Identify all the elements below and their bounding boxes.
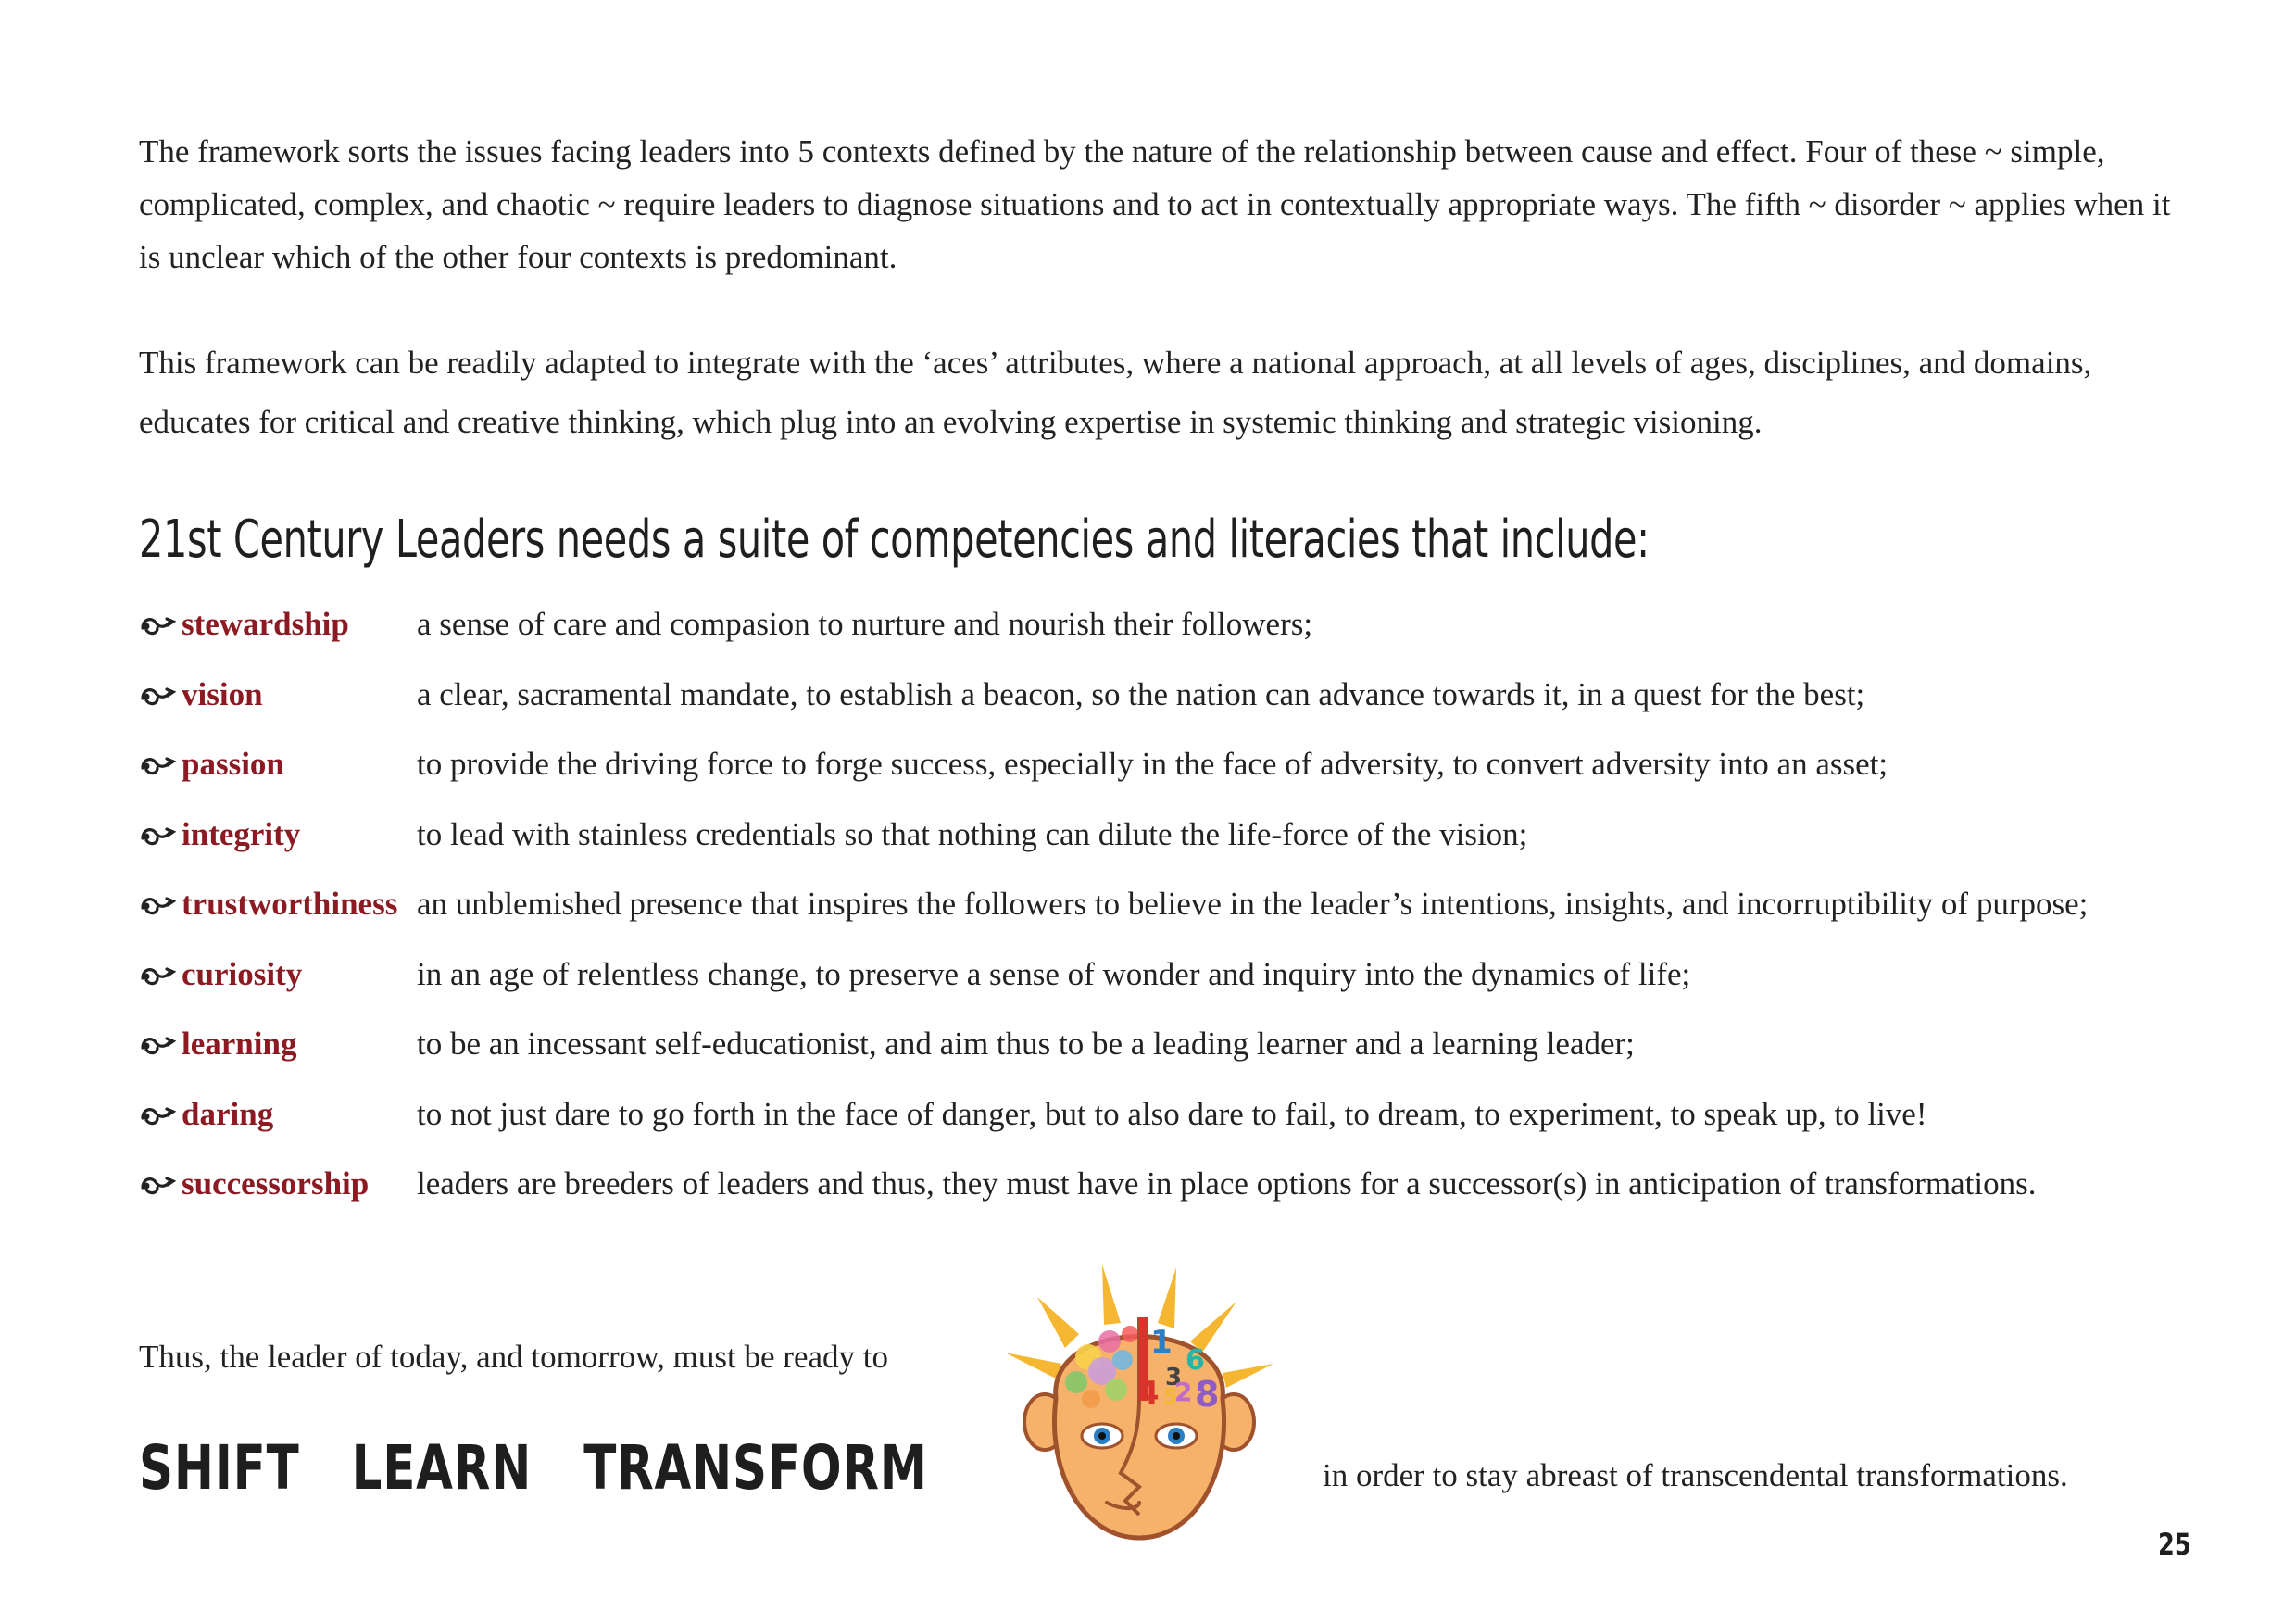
closing-tail-text: in order to stay abreast of transcendental transformations. [1323, 1457, 2068, 1493]
competency-description: a clear, sacramental mandate, to establish a beacon, so the nation can advance towards it, in a quest for the best; [417, 675, 1865, 712]
competency-term: successorship [182, 1165, 370, 1202]
list-item [139, 939, 2204, 1010]
competency-term: stewardship [182, 606, 349, 642]
list-item [139, 799, 2204, 870]
list-item [139, 589, 2204, 660]
slogan-transform: TRANSFORM [583, 1432, 928, 1504]
fleuron-bullet-icon [139, 960, 176, 989]
page-number: 25 [2158, 1527, 2191, 1562]
competency-term: trustworthiness [182, 886, 398, 922]
slogan-shift: SHIFT [139, 1432, 300, 1504]
competency-description: in an age of relentless change, to preserve a sense of wonder and inquiry into the dynamics of life; [417, 955, 1691, 992]
competency-description: to provide the driving force to forge success, especially in the face of adversity, to convert adversity into an asset; [417, 746, 1888, 782]
competency-description: to be an incessant self-educationist, and aim thus to be a leading learner and a learning leader; [417, 1026, 1635, 1062]
list-item [139, 1009, 2204, 1079]
svg-text:6: 6 [1186, 1344, 1205, 1377]
fleuron-bullet-icon [139, 820, 176, 850]
fleuron-bullet-icon [139, 749, 176, 779]
competency-description: leaders are breeders of leaders and thus, they must have in place options for a successor(s) in anticipation of transformations. [417, 1165, 2037, 1202]
closing-lead-text: Thus, the leader of today, and tomorrow, must be ready to [139, 1339, 888, 1375]
svg-text:4: 4 [1137, 1375, 1160, 1412]
fleuron-bullet-icon [139, 1100, 176, 1129]
framework-paragraph: This framework can be readily adapted to integrate with the ‘aces’ attributes, where a national approach, at all levels of ages, disciplines, and domains, educates for critical and creative thinking, which plug into an evolving expertise in systemic thinking and strategic visioning. [139, 345, 2092, 440]
competency-term: learning [182, 1026, 297, 1062]
competency-term: integrity [182, 815, 301, 852]
fleuron-bullet-icon [139, 680, 176, 710]
list-item [139, 660, 2204, 730]
fleuron-bullet-icon [139, 610, 176, 639]
competency-term: curiosity [182, 955, 303, 992]
thinking-head-icon [1000, 1260, 1278, 1556]
competency-term: daring [182, 1095, 274, 1132]
competency-description: an unblemished presence that inspires the followers to believe in the leader’s intentions, insights, and incorruptibility of purpose; [417, 886, 2089, 922]
slogan [139, 1432, 962, 1504]
list-item [139, 1079, 2204, 1150]
competency-list [139, 589, 2204, 1219]
svg-text:1: 1 [1150, 1324, 1173, 1361]
slogan-learn: LEARN [351, 1432, 533, 1504]
list-item [139, 869, 2204, 939]
competency-description: to lead with stainless credentials so that nothing can dilute the life-force of the vision; [417, 815, 1528, 852]
svg-text:5: 5 [1163, 1386, 1178, 1409]
svg-text:3: 3 [1165, 1364, 1183, 1391]
intro-paragraph: The framework sorts the issues facing leaders into 5 contexts defined by the nature of the relationship between cause and effect. Four of these ~ simple, complicated, complex, and chaotic ~ require leaders to diagnose situations and to act in contextually appropriate ways. The fifth ~ disorder ~ applies when it is unclear which of the other four contexts is predominant. [139, 133, 2171, 275]
fleuron-bullet-icon [139, 889, 176, 919]
fleuron-bullet-icon [139, 1029, 176, 1059]
fleuron-bullet-icon [139, 1169, 176, 1199]
competency-description: a sense of care and compasion to nurture and nourish their followers; [417, 606, 1313, 642]
competency-term: passion [182, 746, 284, 782]
competency-term: vision [182, 675, 263, 712]
svg-text:2: 2 [1174, 1377, 1193, 1407]
list-item [139, 1149, 2204, 1219]
svg-text:8: 8 [1195, 1374, 1220, 1415]
list-item [139, 729, 2204, 799]
competency-description: to not just dare to go forth in the face of danger, but to also dare to fail, to dream, to experiment, to speak up, to live! [417, 1095, 1927, 1132]
section-heading: 21st Century Leaders needs a suite of competencies and literacies that include: [139, 510, 1650, 570]
